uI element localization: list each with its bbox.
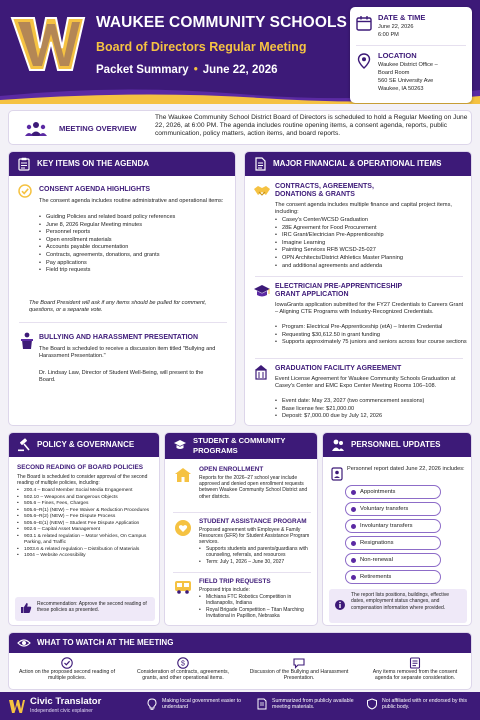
- pill-dot: [351, 558, 356, 563]
- financial-card: [244, 151, 472, 426]
- packet-date: June 22, 2026: [202, 64, 278, 76]
- agenda-card-header: [9, 152, 235, 176]
- footer-item-1: Making local government easier to understand: [162, 698, 242, 711]
- personnel-pill: [345, 519, 441, 533]
- graduation-intro: Event License Agreement for Waukee Community Schools Graduation at Casey's Center and EMC Expo Center Meeting Rooms 106–108.: [275, 376, 456, 389]
- footer-item-2: Summarized from publicly available meeting materials.: [272, 698, 354, 711]
- student-card: [164, 432, 318, 626]
- footer: [0, 692, 480, 720]
- agenda-card: [8, 151, 236, 426]
- field-trip-title: FIELD TRIP REQUESTS: [199, 578, 271, 585]
- list-item: • Personnel reports: [39, 229, 229, 237]
- pill-dot: [351, 575, 356, 580]
- overview-title: MEETING OVERVIEW: [59, 124, 137, 133]
- location-line-4: Waukee, IA 50263: [378, 86, 424, 92]
- personnel-pill: [345, 553, 441, 567]
- list-item: • Term: July 1, 2026 – June 30, 2027: [199, 559, 315, 565]
- financial-divider-1: [255, 276, 463, 277]
- list-item: • Program: Electrical Pre-Apprenticeship (etA) – Interim Credential: [275, 324, 467, 332]
- contracts-list: [275, 217, 467, 270]
- list-item: • 505.6 – Fines, Fees, Charges: [17, 501, 157, 508]
- location-pin-icon: [356, 53, 372, 69]
- pill-dot: [351, 490, 356, 495]
- thumbs-up-icon: [20, 602, 32, 614]
- watch-title: WHAT TO WATCH AT THE MEETING: [37, 638, 174, 647]
- policy-list: [17, 488, 157, 560]
- overview-text: The Waukee Community School District Board of Directors is scheduled to hold a Regular Meeting on June 22, 2026, at 6:00 PM. The agenda includes routine opening items, a consent agenda, reports, public communication, policy matters, action items, and board reports.: [155, 114, 468, 138]
- list-item: • Casey's Center/WCSD Graduation: [275, 217, 467, 225]
- list-item: • 200.4 – Board Member Social Media Engagement: [17, 488, 157, 495]
- district-logo: [10, 12, 86, 76]
- info-divider: [356, 45, 466, 46]
- personnel-card-title: PERSONNEL UPDATES: [351, 440, 441, 449]
- student-card-title-1: STUDENT & COMMUNITY: [193, 436, 286, 445]
- watch-header: [9, 633, 471, 653]
- graduation-list: [275, 398, 467, 421]
- personnel-card: [322, 432, 472, 626]
- contracts-intro: The consent agenda includes multiple finance and capital project items, including:: [275, 202, 452, 215]
- list-icon: [409, 657, 421, 669]
- watch-item: [125, 655, 241, 689]
- personnel-pill: [345, 485, 441, 499]
- pill-dot: [351, 524, 356, 529]
- consent-intro: The consent agenda includes routine administrative and operational items:: [39, 198, 224, 204]
- list-item: • Requesting $30,612.50 in grant funding: [275, 332, 467, 340]
- list-item: • Imagine Learning: [275, 240, 467, 248]
- contracts-title-1: CONTRACTS, AGREEMENTS,: [275, 183, 374, 190]
- student-assistance-title: STUDENT ASSISTANCE PROGRAM: [199, 518, 307, 525]
- pill-label: Non-renewal: [360, 557, 393, 563]
- gavel-icon: [17, 438, 31, 452]
- building-icon: [254, 364, 268, 380]
- pill-label: Appointments: [360, 489, 396, 495]
- podium-icon: [19, 332, 35, 350]
- lightbulb-icon: [146, 698, 158, 710]
- pill-label: Voluntary transfers: [360, 506, 409, 512]
- policy-card-title: POLICY & GOVERNANCE: [37, 440, 135, 449]
- policy-subtitle: SECOND READING OF BOARD POLICIES: [17, 464, 144, 471]
- consent-list: [39, 214, 229, 275]
- pill-dot: [351, 507, 356, 512]
- pill-label: Involuntary transfers: [360, 523, 413, 529]
- time-line: 6:00 PM: [378, 32, 399, 38]
- personnel-card-header: [323, 433, 471, 457]
- list-item: • Guiding Policies and related board policy references: [39, 214, 229, 222]
- financial-card-title: MAJOR FINANCIAL & OPERATIONAL ITEMS: [273, 159, 442, 168]
- personnel-pill: [345, 502, 441, 516]
- policy-card: [8, 432, 160, 626]
- electrician-title-2: GRANT APPLICATION: [275, 291, 349, 298]
- packet-line: [96, 64, 278, 76]
- users-icon: [331, 438, 345, 452]
- personnel-intro: Personnel report dated June 22, 2026 includes:: [347, 466, 465, 472]
- location-line-2: Board Room: [378, 70, 410, 76]
- watch-text: Action on the proposed second reading of multiple policies.: [18, 669, 116, 682]
- list-item: • June 8, 2026 Regular Meeting minutes: [39, 222, 229, 230]
- graduate-icon: [173, 439, 187, 453]
- date-line: June 22, 2026: [378, 24, 414, 30]
- meeting-info-box: [350, 7, 472, 103]
- footer-brand: Civic Translator: [30, 696, 102, 707]
- list-item: • Deposit: $7,000.00 due by July 12, 2026: [275, 413, 467, 421]
- personnel-pill: [345, 536, 441, 550]
- watch-item: [9, 655, 125, 689]
- list-item: • Field trip requests: [39, 267, 229, 275]
- watch-item: [241, 655, 357, 689]
- date-time-block: [356, 13, 468, 49]
- check-circle-icon: [61, 657, 73, 669]
- student-divider-1: [173, 512, 311, 513]
- graduation-cap-icon: [253, 284, 271, 298]
- school-icon: [173, 467, 193, 483]
- bullying-text: The Board is scheduled to receive a discussion item titled "Bullying and Harassment Presentation.": [39, 346, 216, 359]
- recommendation-box: [15, 597, 155, 621]
- list-item: • Pay applications: [39, 260, 229, 268]
- consent-note: The Board President will ask if any items should be pulled for comment, questions, or a separate vote.: [29, 300, 207, 313]
- date-time-title: DATE & TIME: [378, 13, 426, 22]
- dollar-icon: [177, 657, 189, 669]
- clipboard-icon: [17, 157, 31, 171]
- personnel-note: The report lists positions, buildings, effective dates, employment status changes, and compensation information where provided.: [351, 592, 450, 611]
- personnel-pill: [345, 570, 441, 584]
- heart-hands-icon: [173, 519, 193, 537]
- meeting-name: Board of Directors Regular Meeting: [96, 40, 307, 54]
- bullying-presenter: Dr. Lindsay Law, Director of Student Well-Being, will present to the Board.: [39, 370, 204, 383]
- list-item: • Michiana FTC Robotics Competition in Indianapolis, Indiana: [199, 594, 315, 607]
- bus-icon: [173, 579, 193, 595]
- list-item: • 28E Agreement for Food Procurement: [275, 225, 467, 233]
- policy-card-header: [9, 433, 159, 457]
- financial-card-header: [245, 152, 471, 176]
- policy-intro: The Board is scheduled to consider approval of the second reading of multiple policies, including:: [17, 474, 148, 487]
- list-item: • Painting Services RFB WCSD-25-027: [275, 247, 467, 255]
- list-item: • Accounts payable documentation: [39, 244, 229, 252]
- info-icon: [334, 599, 346, 611]
- financial-divider-2: [255, 358, 463, 359]
- school-name: WAUKEE COMMUNITY SCHOOLS: [96, 14, 347, 31]
- packet-label: Packet Summary: [96, 64, 189, 76]
- agenda-card-title: KEY ITEMS ON THE AGENDA: [37, 159, 150, 168]
- open-enrollment-title: OPEN ENROLLMENT: [199, 466, 264, 473]
- consent-title: CONSENT AGENDA HIGHLIGHTS: [39, 186, 151, 193]
- list-item: • and additional agreements and addenda: [275, 263, 467, 271]
- list-item: • Open enrollment materials: [39, 237, 229, 245]
- header-banner: [0, 0, 480, 104]
- list-item: • IRC Grant/Electrician Pre-Apprenticeship: [275, 232, 467, 240]
- list-item: • 902.6 – Capital Asset Management: [17, 527, 157, 534]
- agenda-divider: [19, 322, 227, 323]
- watch-text: Any items removed from the consent agenda for separate consideration.: [372, 669, 458, 682]
- list-item: • Royal Brigade Competition – Titan Marching Invitational in Papillion, Nebraska: [199, 607, 315, 620]
- pill-label: Retirements: [360, 574, 392, 580]
- watch-item: [357, 655, 472, 689]
- open-enrollment-text: Reports for the 2026–27 school year include approved and denied open enrollment requests between Waukee Community School District and other districts.: [199, 475, 308, 500]
- electrician-intro: IowaGrants application submitted for the FY27 Credentials to Careers Grant – Aligning CTE Programs with Industry-Recognized Credentials.: [275, 302, 464, 315]
- list-item: • 1004 – Website Accessibility: [17, 553, 157, 560]
- student-card-title-2: PROGRAMS: [193, 446, 238, 455]
- student-assistance-list: [199, 546, 315, 565]
- badge-icon: [331, 467, 343, 481]
- checkmark-icon: [18, 184, 32, 198]
- list-item: • Event date: May 23, 2027 (two commencement sessions): [275, 398, 467, 406]
- footer-tagline: Independent civic explainer: [30, 708, 93, 714]
- field-trip-list: [199, 594, 315, 619]
- list-item: • Base license fee: $21,000.00: [275, 406, 467, 414]
- list-item: • 502.10 – Weapons and Dangerous Objects: [17, 495, 157, 502]
- shield-icon: [366, 698, 378, 710]
- meeting-overview: [8, 110, 472, 145]
- people-icon: [25, 121, 47, 137]
- list-item: • Contracts, agreements, donations, and grants: [39, 252, 229, 260]
- list-item: • 505.6–E(1) (NEW) – Student Fee Dispute Application: [17, 521, 157, 528]
- list-item: • 1003.6 & related regulation – Distribution of Materials: [17, 547, 157, 554]
- pill-label: Resignations: [360, 540, 394, 546]
- footer-item-3: Not affiliated with or endorsed by this public body.: [382, 698, 467, 711]
- list-item: • Supports students and parents/guardians with counseling, referrals, and resources: [199, 546, 315, 559]
- list-item: • 903.1 & related regulation – Motor Vehicles, On Campus Parking, and Traffic: [17, 534, 157, 547]
- location-line-1: Waukee District Office –: [378, 62, 438, 68]
- bullying-title: BULLYING AND HARASSMENT PRESENTATION: [39, 334, 199, 341]
- calendar-icon: [356, 15, 372, 31]
- list-item: • 505.6–R(1) (NEW) – Fee Waiver & Reduction Procedures: [17, 508, 157, 515]
- personnel-note-box: [329, 589, 467, 623]
- list-item: • OPN Architects/District Athletics Master Planning: [275, 255, 467, 263]
- list-item: • 505.6–R(2) (NEW) – Fee Dispute Process: [17, 514, 157, 521]
- graduation-title: GRADUATION FACILITY AGREEMENT: [275, 365, 402, 372]
- electrician-list: [275, 324, 467, 347]
- student-divider-2: [173, 572, 311, 573]
- watch-section: [8, 632, 472, 690]
- recommendation-text: Recommendation: Approve the second reading of these policies as presented.: [37, 601, 147, 614]
- field-trip-intro: Proposed trips include:: [199, 587, 250, 593]
- brand-logo-icon: [8, 697, 26, 715]
- page-icon: [256, 698, 268, 710]
- location-block: [356, 51, 468, 101]
- list-item: • Supports approximately 75 juniors and seniors across four course sections: [275, 339, 467, 347]
- watch-text: Discussion of the Bullying and Harassment Presentation.: [249, 669, 349, 682]
- chat-icon: [293, 657, 305, 669]
- pill-dot: [351, 541, 356, 546]
- contracts-title-2: DONATIONS & GRANTS: [275, 191, 355, 198]
- location-title: LOCATION: [378, 51, 417, 60]
- separator-dot: •: [193, 64, 198, 76]
- electrician-title-1: ELECTRICIAN PRE-APPRENTICESHIP: [275, 283, 403, 290]
- document-icon: [253, 157, 267, 171]
- student-card-header: [165, 433, 317, 459]
- student-assistance-text: Proposed agreement with Employee & Family Resources (EFR) for Student Assistance Program services.: [199, 527, 310, 546]
- svg-text:$: $: [181, 660, 185, 668]
- eye-icon: [17, 636, 31, 650]
- location-line-3: 560 SE University Ave: [378, 78, 434, 84]
- watch-text: Consideration of contracts, agreements, grants, and other operational items.: [137, 669, 229, 682]
- handshake-icon: [253, 184, 271, 198]
